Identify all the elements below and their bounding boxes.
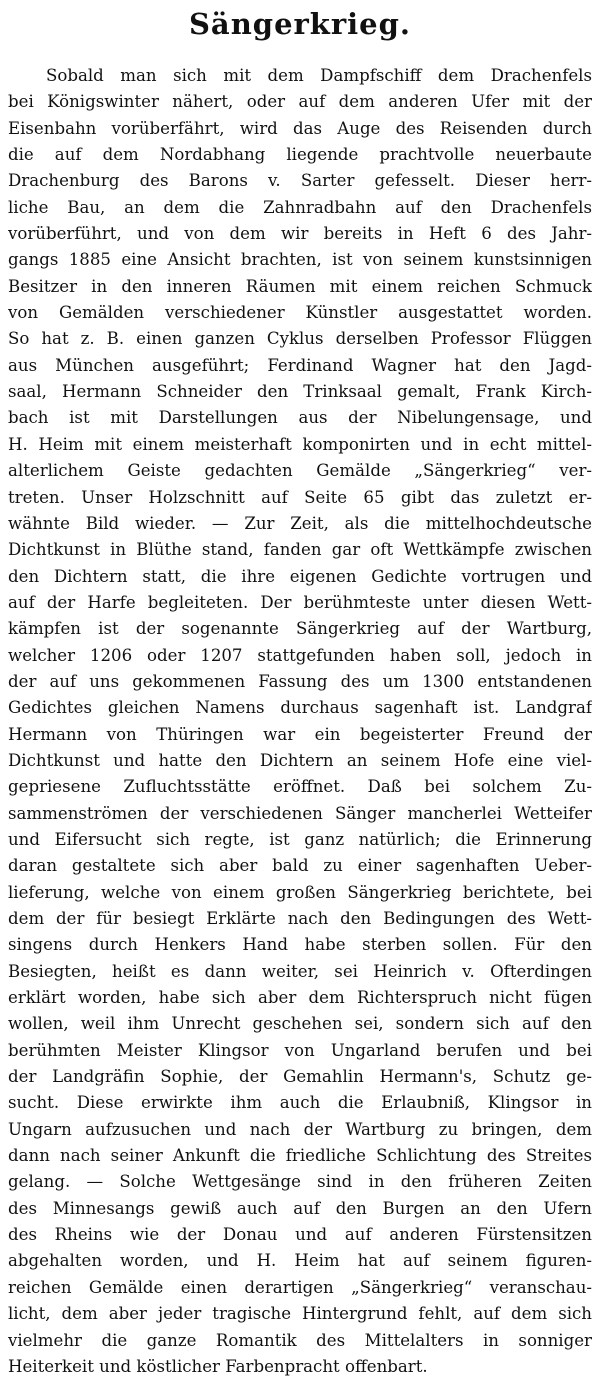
text-line: Eisenbahn vorüberfährt, wird das Auge des Reisenden durch — [8, 118, 592, 138]
text-line: Gedichtes gleichen Namens durchaus sagenhaft ist. Landgraf — [8, 698, 592, 718]
text-line: berühmten Meister Klingsor von Ungarland berufen und bei — [8, 1040, 592, 1060]
text-line: licht, dem aber jeder tragische Hintergrund fehlt, auf dem sich — [8, 1304, 592, 1324]
text-line: von Gemälden verschiedener Künstler ausgestattet worden. — [8, 303, 592, 323]
text-line: gelang. — Solche Wettgesänge sind in den früheren Zeiten — [8, 1172, 592, 1192]
text-line: sucht. Diese erwirkte ihm auch die Erlaubniß, Klingsor in — [8, 1093, 592, 1113]
text-line: reichen Gemälde einen derartigen „Sängerkrieg“ veranschau- — [8, 1277, 592, 1297]
text-line: der Landgräfin Sophie, der Gemahlin Hermann's, Schutz ge- — [8, 1067, 592, 1087]
text-line: Drachenburg des Barons v. Sarter gefesselt. Dieser herr- — [8, 171, 592, 191]
text-line: gangs 1885 eine Ansicht brachten, ist von seinem kunstsinnigen — [8, 250, 592, 270]
text-line: Dichtkunst in Blüthe stand, fanden gar oft Wettkämpfe zwischen — [8, 540, 592, 560]
text-line: gepriesene Zufluchtsstätte eröffnet. Daß bei solchem Zu- — [8, 777, 592, 797]
text-line: sammenströmen der verschiedenen Sänger mancherlei Wetteifer — [8, 803, 592, 823]
text-line: dem der für besiegt Erklärte nach den Bedingungen des Wett- — [8, 909, 592, 928]
article-body — [8, 63, 592, 1380]
text-line: und Eifersucht sich regte, ist ganz natürlich; die Erinnerung — [8, 829, 592, 849]
text-line: singens durch Henkers Hand habe sterben sollen. Für den — [8, 935, 592, 955]
text-line: dann nach seiner Ankunft die friedliche Schlichtung des Streites — [8, 1146, 592, 1166]
text-line: kämpfen ist der sogenannte Sängerkrieg auf der Wartburg, — [8, 619, 592, 639]
text-line: bach ist mit Darstellungen aus der Nibelungensage, und — [8, 408, 592, 428]
text-line: welcher 1206 oder 1207 stattgefunden haben soll, jedoch in — [8, 645, 592, 665]
text-line: liche Bau, an dem die Zahnradbahn auf den Drachenfels — [8, 197, 592, 217]
article-title: Sängerkrieg. — [188, 7, 412, 41]
text-line: aus München ausgeführt; Ferdinand Wagner hat den Jagd- — [8, 355, 592, 375]
text-line: Besiegten, heißt es dann weiter, sei Heinrich v. Ofterdingen — [8, 961, 592, 981]
text-line: Sobald man sich mit dem Dampfschiff dem Drachenfels — [46, 66, 592, 85]
text-line: lieferung, welche von einem großen Sängerkrieg berichtete, bei — [8, 882, 592, 902]
text-line: des Rheins wie der Donau und auf anderen Fürstensitzen — [8, 1225, 592, 1245]
text-line: vielmehr die ganze Romantik des Mittelalters in sonniger — [8, 1330, 592, 1350]
text-line: auf der Harfe begleiteten. Der berühmteste unter diesen Wett- — [8, 592, 592, 612]
text-line: Besitzer in den inneren Räumen mit einem reichen Schmuck — [8, 276, 592, 296]
text-line: daran gestaltete sich aber bald zu einer sagenhaften Ueber- — [8, 856, 592, 876]
text-line: Heiterkeit und köstlicher Farbenpracht offenbart. — [8, 1356, 428, 1376]
text-line: die auf dem Nordabhang liegende prachtvolle neuerbaute — [8, 145, 592, 165]
text-line: saal, Hermann Schneider den Trinksaal gemalt, Frank Kirch- — [8, 382, 592, 402]
text-line: wähnte Bild wieder. — Zur Zeit, als die mittelhochdeutsche — [8, 513, 592, 533]
text-line: erklärt worden, habe sich aber dem Richterspruch nicht fügen — [8, 988, 592, 1008]
text-line: treten. Unser Holzschnitt auf Seite 65 gibt das zuletzt er- — [8, 487, 592, 507]
text-line: vorüberführt, und von dem wir bereits in Heft 6 des Jahr- — [8, 224, 592, 244]
text-line: Hermann von Thüringen war ein begeisterter Freund der — [8, 724, 592, 744]
text-line: der auf uns gekommenen Fassung des um 1300 entstandenen — [8, 671, 592, 691]
text-line: des Minnesangs gewiß auch auf den Burgen an den Ufern — [8, 1198, 592, 1218]
text-line: Ungarn aufzusuchen und nach der Wartburg zu bringen, dem — [8, 1119, 592, 1139]
text-line: bei Königswinter nähert, oder auf dem anderen Ufer mit der — [8, 92, 592, 112]
text-line: alterlichem Geiste gedachten Gemälde „Sängerkrieg“ ver- — [8, 461, 592, 481]
text-line: den Dichtern statt, die ihre eigenen Gedichte vortrugen und — [8, 566, 592, 586]
text-line: Dichtkunst und hatte den Dichtern an seinem Hofe eine viel- — [8, 750, 592, 770]
text-line: abgehalten worden, und H. Heim hat auf seinem figuren- — [8, 1251, 592, 1271]
text-line: So hat z. B. einen ganzen Cyklus derselben Professor Flüggen — [8, 329, 592, 349]
text-line: wollen, weil ihm Unrecht geschehen sei, sondern sich auf den — [8, 1014, 592, 1034]
text-line: H. Heim mit einem meisterhaft komponirten und in echt mittel- — [8, 434, 592, 454]
